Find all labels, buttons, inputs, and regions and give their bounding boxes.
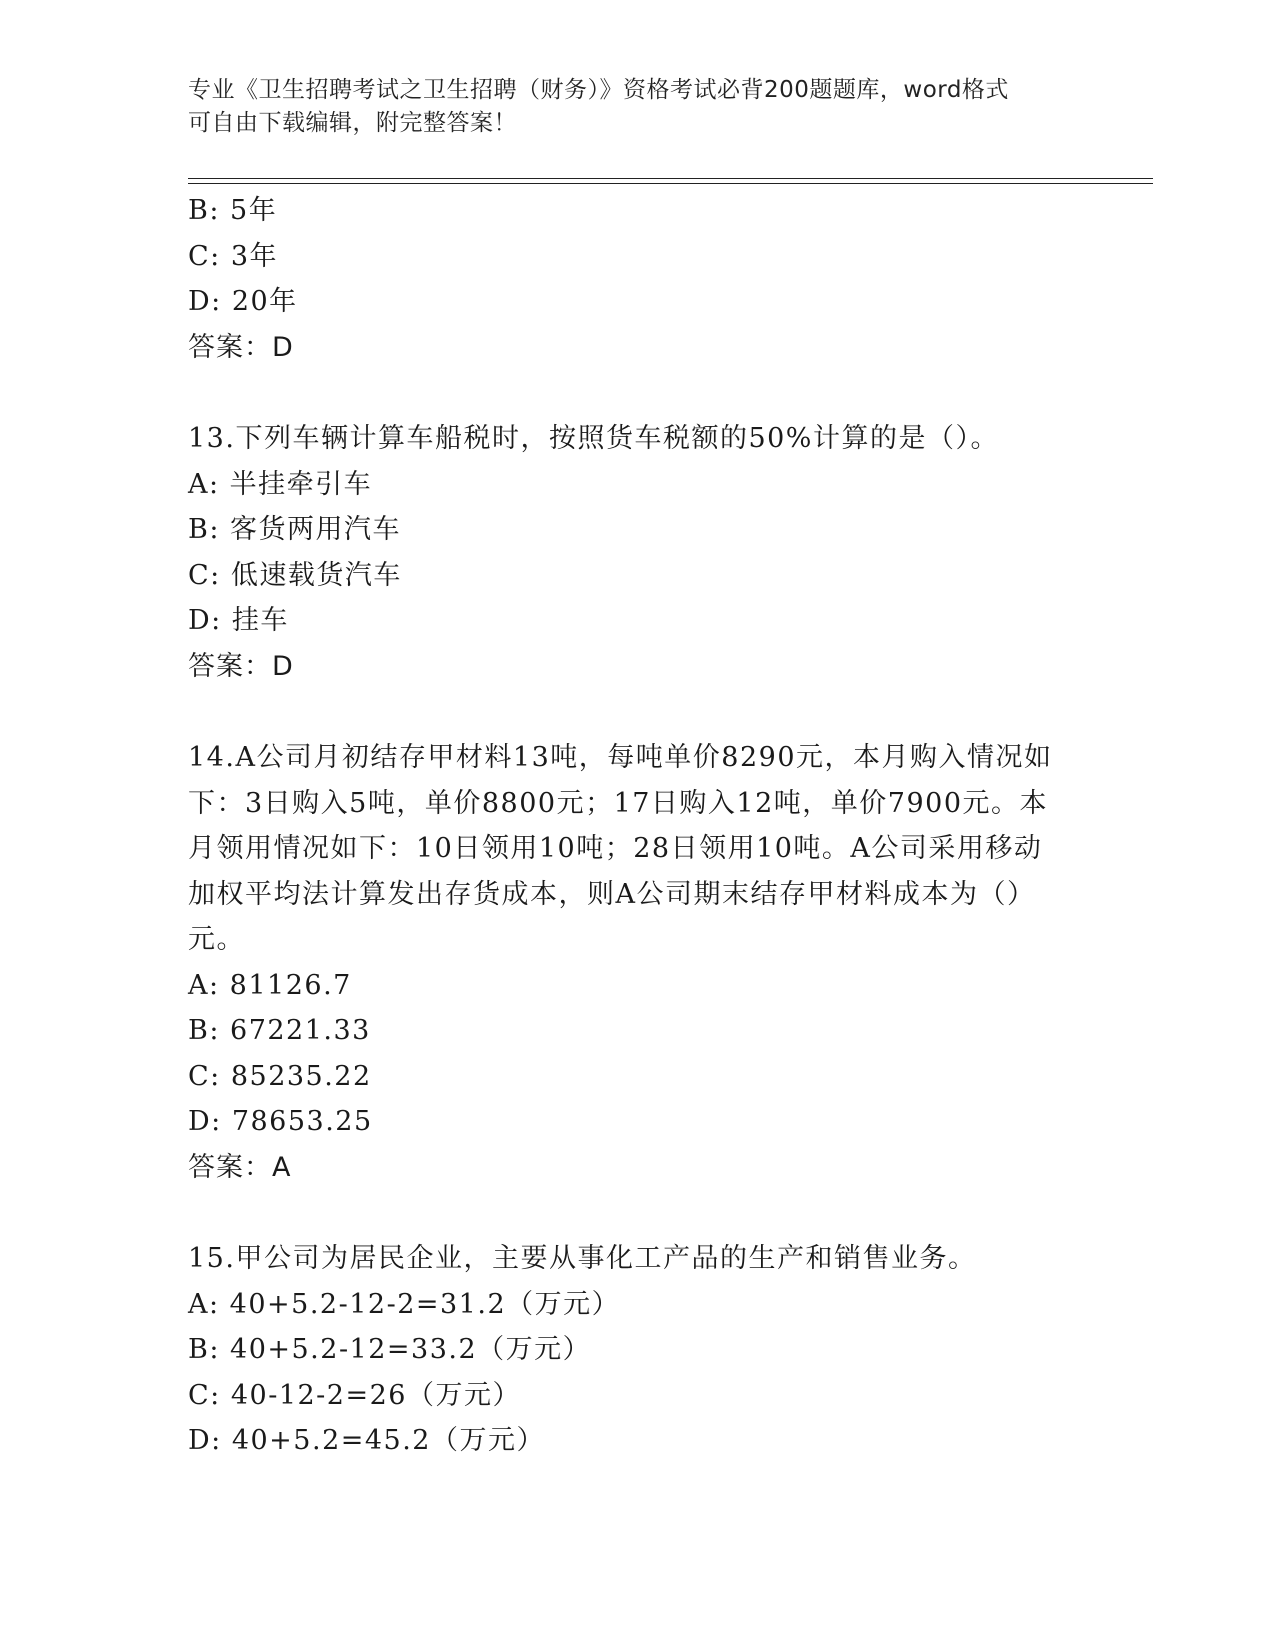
- spacer: [188, 1190, 1088, 1236]
- option-d: D: 挂车: [188, 605, 289, 636]
- question-stem-line: 下：3日购入5吨，单价8800元；17日购入12吨，单价7900元。本: [188, 787, 1048, 819]
- option-a: A: 81126.7: [188, 969, 352, 1001]
- question-stem-line: 14.A公司月初结存甲材料13吨，每吨单价8290元，本月购入情况如: [188, 742, 1053, 773]
- header-divider-bottom: [188, 183, 1153, 184]
- question-stem: 13.下列车辆计算车船税时，按照货车税额的50%计算的是（）。: [188, 423, 999, 454]
- question-stem-line: 元。: [188, 924, 245, 955]
- question-stem-line: 月领用情况如下：10日领用10吨；28日领用10吨。A公司采用移动: [188, 833, 1043, 864]
- option-b: B: 客货两用汽车: [188, 514, 402, 545]
- question-15: [188, 1236, 1088, 1464]
- question-13: [188, 416, 1088, 689]
- header-title-line-2: 可自由下载编辑，附完整答案！: [188, 110, 517, 136]
- option-c: C: 85235.22: [188, 1060, 372, 1092]
- question-12-tail: [188, 188, 1088, 370]
- spacer: [188, 689, 1088, 735]
- option-b: B: 67221.33: [188, 1015, 371, 1046]
- option-c: C: 低速载货汽车: [188, 559, 402, 591]
- option-c: C: 40-12-2=26（万元）: [188, 1379, 521, 1411]
- document-header: [188, 74, 1068, 140]
- answer-label: 答案：A: [188, 1151, 292, 1183]
- question-14: [188, 735, 1088, 1190]
- option-c: C: 3年: [188, 240, 279, 272]
- answer-label: 答案：D: [188, 650, 294, 682]
- header-title-line-1: 专业《卫生招聘考试之卫生招聘（财务）》资格考试必背200题题库，word格式: [188, 77, 1009, 103]
- option-d: D: 78653.25: [188, 1106, 373, 1137]
- question-stem-line: 加权平均法计算发出存货成本，则A公司期末结存甲材料成本为（）: [188, 878, 1036, 910]
- option-b: B: 40+5.2-12=33.2（万元）: [188, 1334, 592, 1365]
- answer-label: 答案：D: [188, 331, 294, 363]
- option-d: D: 40+5.2=45.2（万元）: [188, 1425, 545, 1456]
- option-a: A: 40+5.2-12-2=31.2（万元）: [188, 1288, 621, 1320]
- option-d: D: 20年: [188, 286, 298, 317]
- question-list: [188, 188, 1088, 1464]
- option-b: B: 5年: [188, 195, 278, 226]
- question-stem: 15.甲公司为居民企业，主要从事化工产品的生产和销售业务。: [188, 1243, 977, 1274]
- spacer: [188, 370, 1088, 416]
- header-divider-top: [188, 178, 1153, 179]
- option-a: A: 半挂牵引车: [188, 468, 373, 500]
